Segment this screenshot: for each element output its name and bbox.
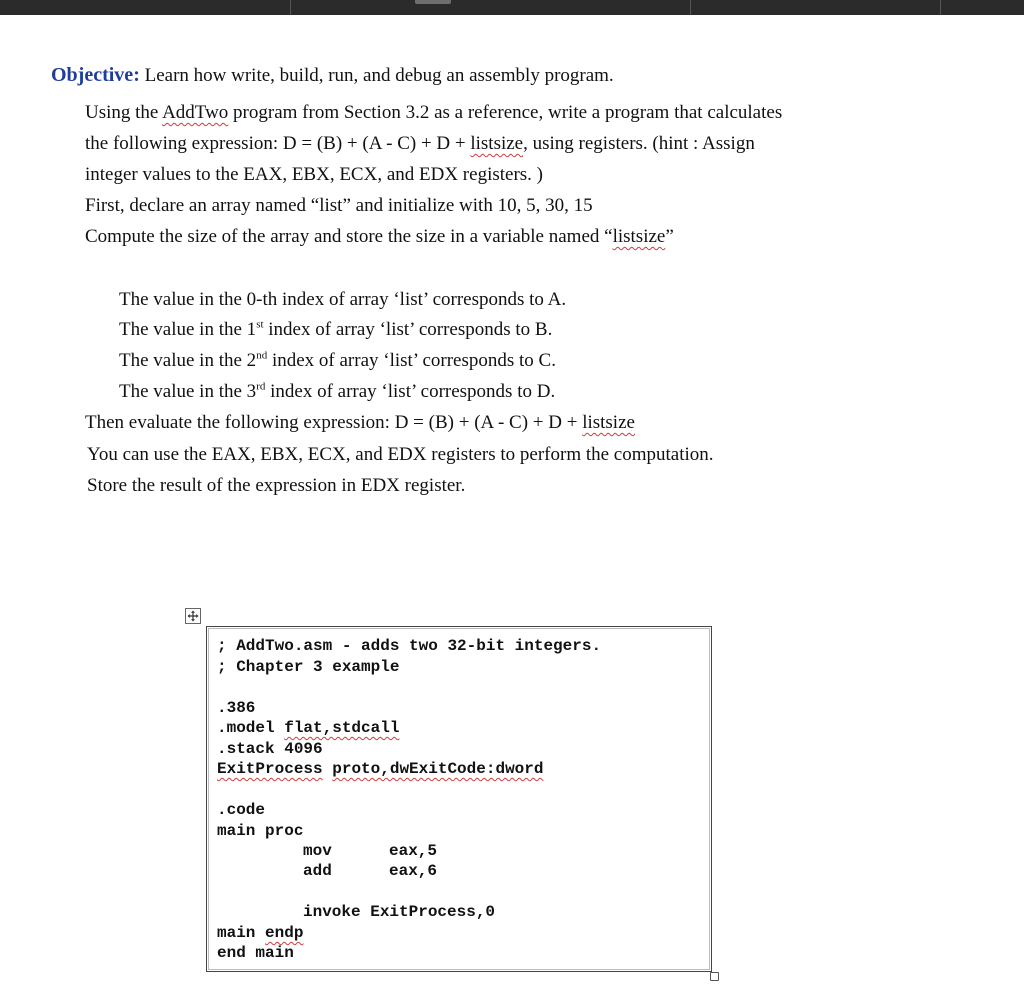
ordinal-suffix: nd (256, 349, 268, 362)
text-run: ” (665, 226, 674, 247)
text-run (323, 760, 333, 778)
paragraph-line: First, declare an array named “list” and initialize with 10, 5, 30, 15 (85, 195, 593, 216)
text-run: index of array ‘list’ corresponds to D. (265, 381, 556, 402)
objective-text: Learn how write, build, run, and debug an assembly program. (139, 65, 614, 86)
index-line-0: The value in the 0-th index of array ‘list’ corresponds to A. (119, 289, 567, 310)
code-line: .code (217, 801, 266, 819)
text-run: Compute the size of the array and store the size in a variable named “ (85, 226, 613, 247)
misspelled-word[interactable]: listsize (470, 133, 524, 154)
code-line: invoke ExitProcess,0 (303, 903, 496, 921)
table-resize-handle[interactable] (710, 972, 719, 981)
text-run: index of array ‘list’ corresponds to C. (267, 350, 556, 371)
text-run: index of array ‘list’ corresponds to B. (263, 319, 553, 340)
paragraph-line: integer values to the EAX, EBX, ECX, and EDX registers. ) (85, 164, 544, 185)
misspelled-word[interactable]: ExitProcess (217, 760, 323, 778)
index-line-3 (119, 381, 555, 403)
text-run: the following expression: D = (B) + (A - C) + D + (85, 133, 471, 154)
paragraph-line (85, 102, 782, 124)
index-line-2 (119, 350, 556, 372)
code-opcode: mov (303, 842, 332, 860)
code-line: ; AddTwo.asm - adds two 32-bit integers. (217, 637, 602, 655)
code-line: ; Chapter 3 example (217, 658, 400, 676)
code-line: .386 (217, 699, 256, 717)
toolbar-divider (940, 0, 941, 15)
code-operand: eax,5 (389, 842, 438, 860)
paragraph-line (85, 226, 674, 248)
misspelled-word[interactable]: listsize (582, 412, 635, 433)
toolbar-divider (290, 0, 291, 15)
code-line: end main (217, 944, 294, 962)
objective-label: Objective: (51, 64, 140, 86)
code-line (217, 923, 303, 944)
toolbar-divider (690, 0, 691, 15)
code-opcode: add (303, 862, 332, 880)
code-line: .stack 4096 (217, 740, 323, 758)
misspelled-word[interactable]: listsize (612, 226, 666, 247)
text-run: Using the (85, 102, 163, 123)
paragraph-line (85, 412, 635, 434)
misspelled-word[interactable]: flat,stdcall (284, 719, 400, 737)
ordinal-suffix: rd (256, 380, 266, 393)
text-run: Then evaluate the following expression: D = (B) + (A - C) + D + (85, 412, 583, 433)
text-run: , using registers. (hint : Assign (523, 133, 755, 154)
text-run: main (217, 924, 266, 942)
objective-line (51, 64, 614, 87)
text-run: The value in the 2 (119, 350, 257, 371)
table-move-handle[interactable] (185, 608, 201, 624)
index-line-1 (119, 319, 552, 341)
paragraph-line (85, 133, 755, 155)
code-line: main proc (217, 822, 304, 840)
code-line (217, 718, 399, 739)
misspelled-word[interactable]: AddTwo (162, 102, 229, 123)
misspelled-word[interactable]: endp (265, 924, 304, 942)
ordinal-suffix: st (256, 318, 264, 331)
move-arrows-icon (187, 610, 199, 622)
text-run: .model (217, 719, 285, 737)
paragraph-line: You can use the EAX, EBX, ECX, and EDX registers to perform the computation. (87, 444, 714, 465)
text-run: The value in the 1 (119, 319, 257, 340)
window-top-bar (0, 0, 1024, 15)
text-run: The value in the 3 (119, 381, 257, 402)
toolbar-tab-indicator (415, 0, 451, 4)
code-line (217, 759, 543, 780)
misspelled-word[interactable]: proto,dwExitCode:dword (332, 760, 544, 778)
code-operand: eax,6 (389, 862, 438, 880)
code-table-cell[interactable] (206, 626, 712, 972)
text-run: program from Section 3.2 as a reference, write a program that calculates (228, 102, 783, 123)
paragraph-line: Store the result of the expression in EDX register. (87, 475, 466, 496)
